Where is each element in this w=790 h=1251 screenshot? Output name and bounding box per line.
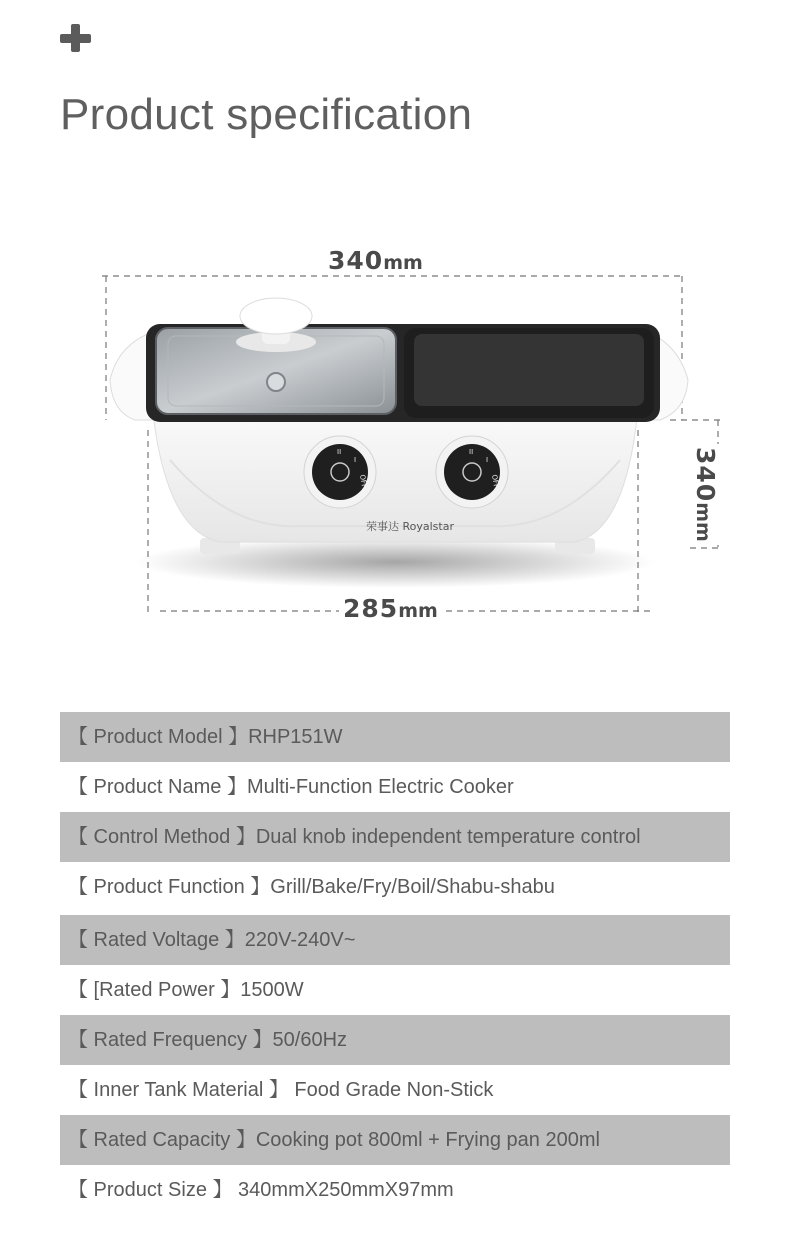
brand-label: 荣事达 Royalstar xyxy=(366,520,454,533)
knob-mark: OFF xyxy=(490,473,501,489)
spec-row-control-method: 【 Control Method 】Dual knob independent temperature control xyxy=(60,812,730,862)
spec-row-rated-voltage: 【 Rated Voltage 】220V-240V~ xyxy=(60,915,730,965)
spec-row-rated-capacity: 【 Rated Capacity 】Cooking pot 800ml + Frying pan 200ml xyxy=(60,1115,730,1165)
page-title: Product specification xyxy=(60,90,473,139)
width-dimension: 340mm xyxy=(324,246,427,275)
spec-table xyxy=(60,712,730,1215)
knob-mark: I xyxy=(354,456,357,464)
spec-row-product-model: 【 Product Model 】RHP151W xyxy=(60,712,730,762)
knob-mark: II xyxy=(337,448,342,456)
plus-icon xyxy=(60,24,92,52)
spec-row-inner-tank-material: 【 Inner Tank Material 】 Food Grade Non-Stick xyxy=(68,1079,494,1101)
spec-row-product-size: 【 Product Size 】 340mmX250mmX97mm xyxy=(68,1179,454,1201)
depth-dimension: 340mm xyxy=(691,444,720,545)
spec-row-rated-power: 【 [Rated Power 】1500W xyxy=(68,979,304,1001)
knob-mark: OFF xyxy=(358,473,369,489)
product-figure xyxy=(0,230,790,650)
knob-mark: I xyxy=(486,456,489,464)
spec-row-rated-frequency: 【 Rated Frequency 】50/60Hz xyxy=(60,1015,730,1065)
knob-mark: II xyxy=(469,448,474,456)
spec-row-product-name: 【 Product Name 】Multi-Function Electric Cooker xyxy=(68,776,514,798)
base-dimension: 285mm xyxy=(339,594,442,623)
spec-row-product-function: 【 Product Function 】Grill/Bake/Fry/Boil/Shabu-shabu xyxy=(68,876,555,898)
cooker-illustration xyxy=(0,230,790,650)
